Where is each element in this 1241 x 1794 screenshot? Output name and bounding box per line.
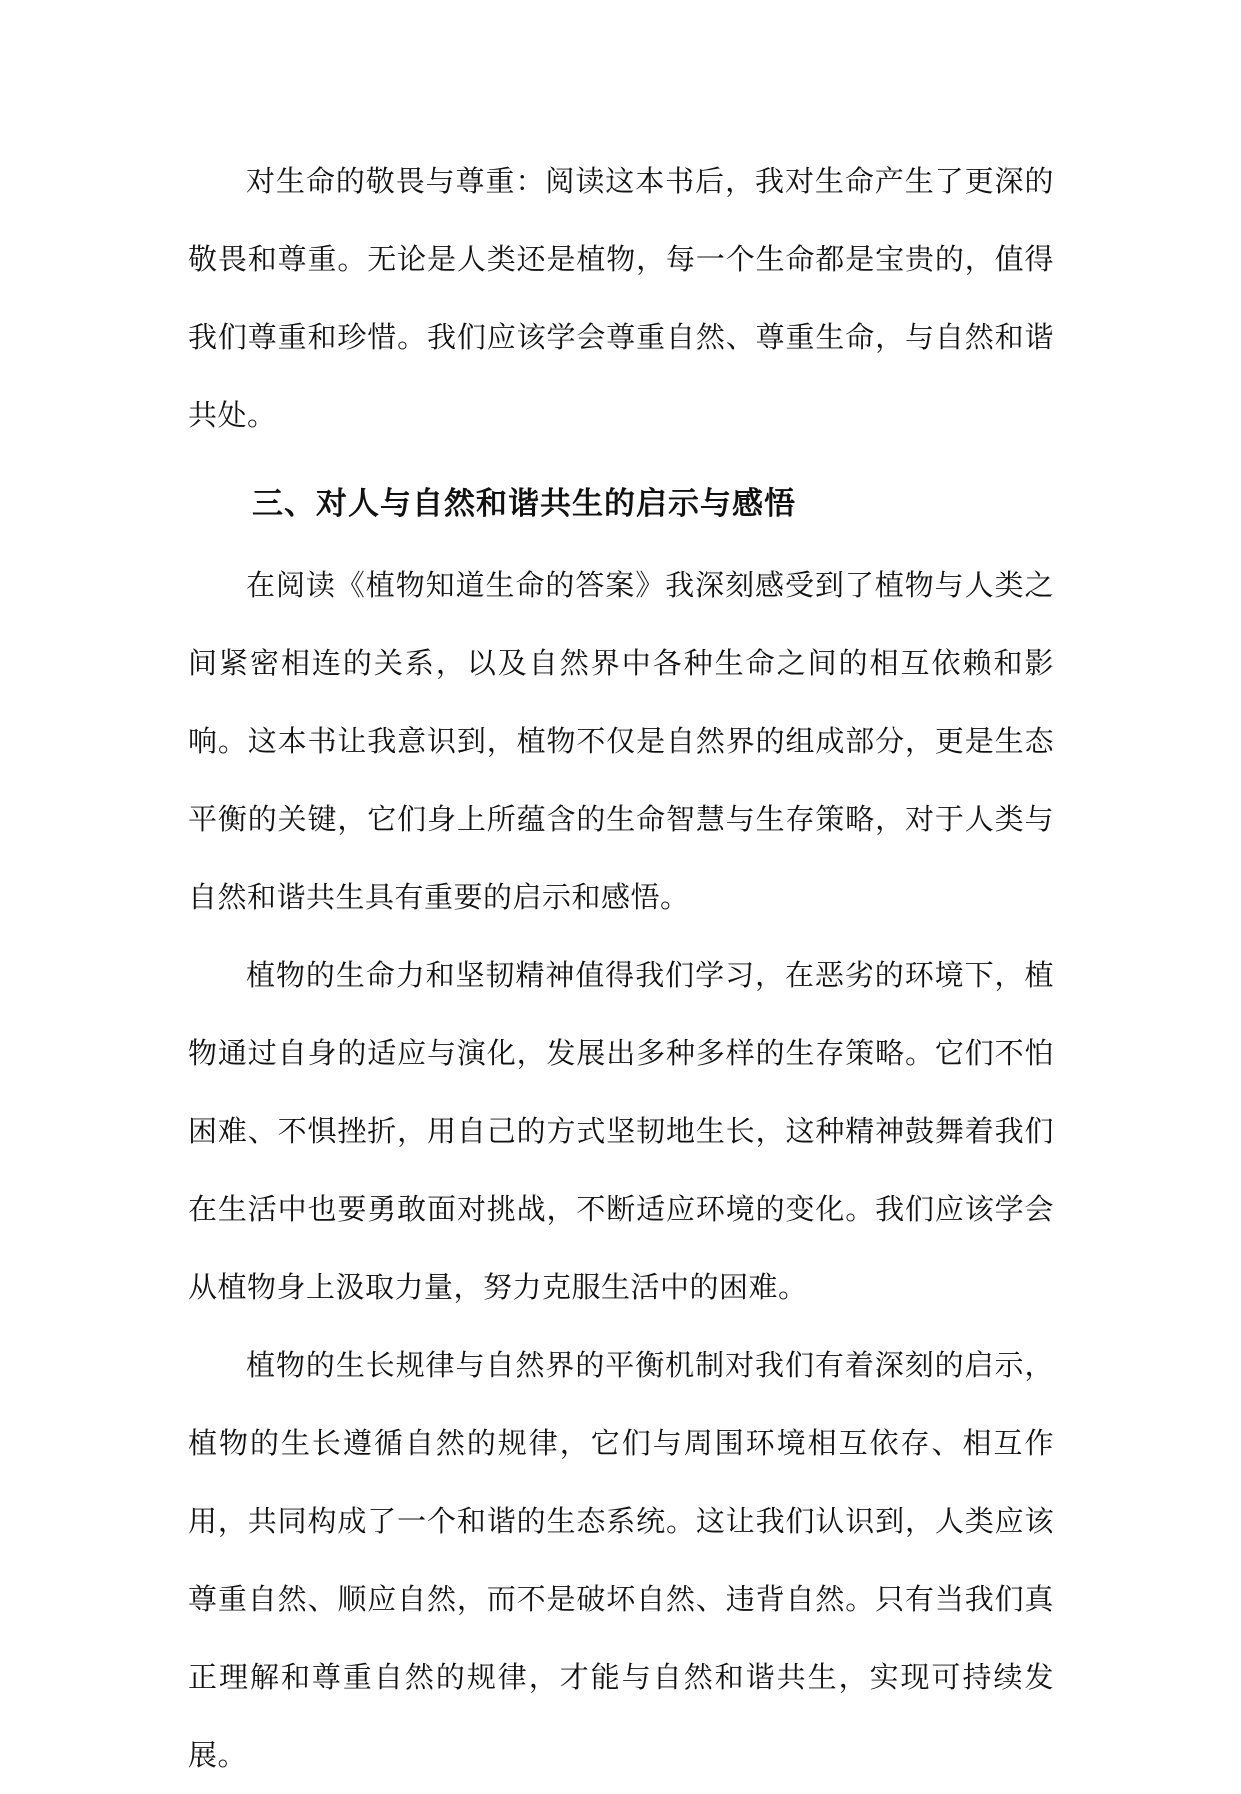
document-body xyxy=(188,142,1054,1794)
paragraph-plants-and-humans: 在阅读《植物知道生命的答案》我深刻感受到了植物与人类之间紧密相连的关系，以及自然界中各种生命之间的相互依赖和影响。这本书让我意识到，植物不仅是自然界的组成部分，更是生态平衡的关键，它们身上所蕴含的生命智慧与生存策略，对于人类与自然和谐共生具有重要的启示和感悟。 xyxy=(188,568,1054,914)
section-heading: 三、对人与自然和谐共生的启示与感悟 xyxy=(252,486,796,522)
paragraph-plant-resilience: 植物的生命力和坚韧精神值得我们学习，在恶劣的环境下，植物通过自身的适应与演化，发展出多种多样的生存策略。它们不怕困难、不惧挫折，用自己的方式坚韧地生长，这种精神鼓舞着我们在生活中也要勇敢面对挑战，不断适应环境的变化。我们应该学会从植物身上汲取力量，努力克服生活中的困难。 xyxy=(188,958,1054,1304)
paragraph-reverence-for-life: 对生命的敬畏与尊重：阅读这本书后，我对生命产生了更深的敬畏和尊重。无论是人类还是植物，每一个生命都是宝贵的，值得我们尊重和珍惜。我们应该学会尊重自然、尊重生命，与自然和谐共处。 xyxy=(188,164,1054,432)
paragraph-natural-balance: 植物的生长规律与自然界的平衡机制对我们有着深刻的启示，植物的生长遵循自然的规律，它们与周围环境相互依存、相互作用，共同构成了一个和谐的生态系统。这让我们认识到，人类应该尊重自然、顺应自然，而不是破坏自然、违背自然。只有当我们真正理解和尊重自然的规律，才能与自然和谐共生，实现可持续发展。 xyxy=(188,1348,1054,1772)
